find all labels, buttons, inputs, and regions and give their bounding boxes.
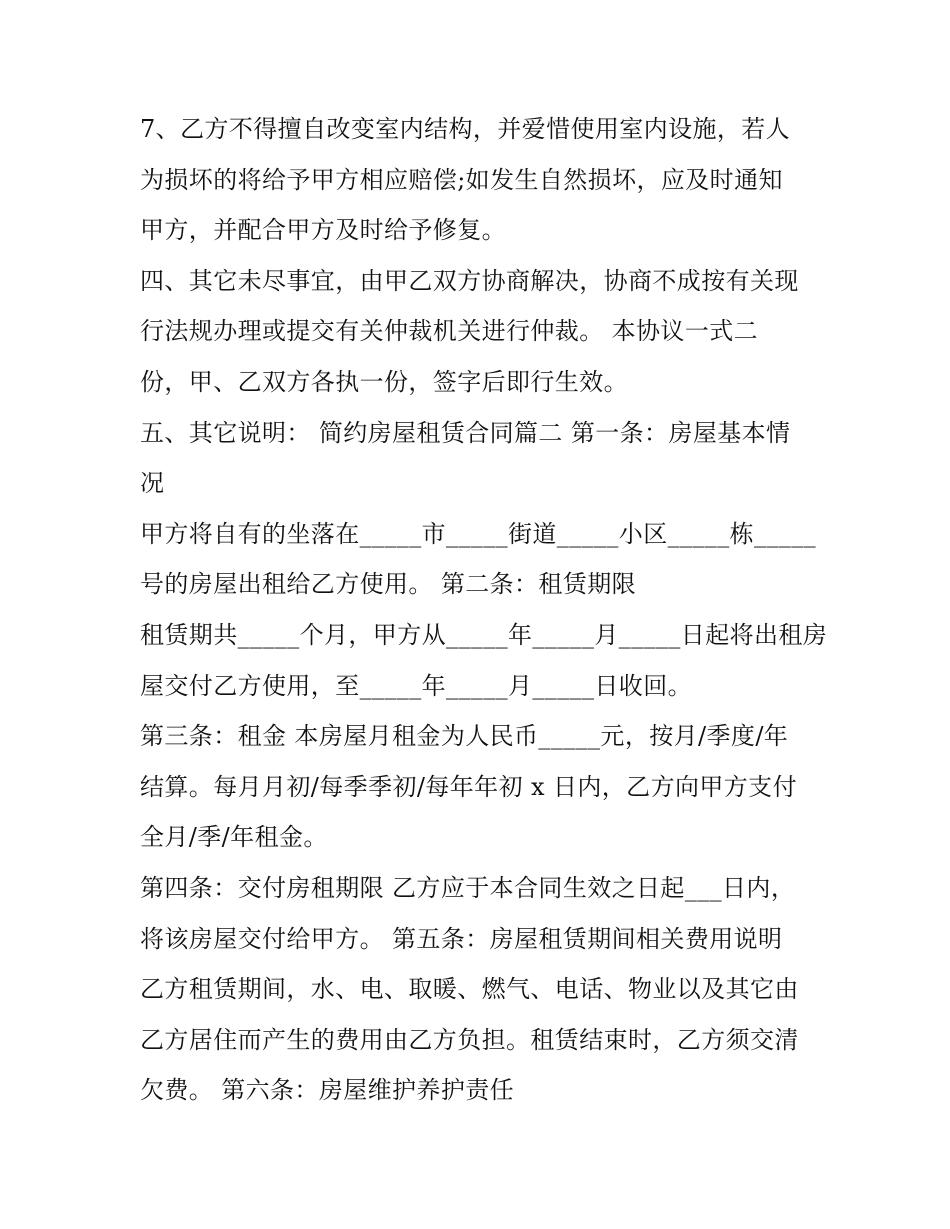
text-line: 份，甲、乙双方各执一份，签字后即行生效。 xyxy=(140,367,628,396)
text-line: 租赁期共_____个月，甲方从_____年_____月_____日起将出租房 xyxy=(140,620,828,649)
text-line: 全月/季/年租金。 xyxy=(140,823,328,852)
text-line: 为损坏的将给予甲方相应赔偿;如发生自然损坏，应及时通知 xyxy=(140,165,783,194)
text-line: 甲方，并配合甲方及时给予修复。 xyxy=(140,216,506,245)
text-line: 第四条：交付房租期限 乙方应于本合同生效之日起___日内， xyxy=(140,873,796,902)
text-line: 结算。每月月初/每季季初/每年年初 x 日内，乙方向甲方支付 xyxy=(140,772,797,801)
text-line: 将该房屋交付给甲方。 第五条：房屋租赁期间相关费用说明 xyxy=(140,924,783,953)
text-line: 五、其它说明： 简约房屋租赁合同篇二 第一条：房屋基本情 xyxy=(140,418,791,447)
text-line: 欠费。 第六条：房屋维护养护责任 xyxy=(140,1076,515,1105)
text-line: 况 xyxy=(140,469,165,498)
document-body xyxy=(140,104,830,1116)
text-line: 7、乙方不得擅自改变室内结构，并爱惜使用室内设施，若人 xyxy=(140,115,791,143)
text-line: 四、其它未尽事宜，由甲乙双方协商解决，协商不成按有关现 xyxy=(140,266,799,295)
text-line: 乙方租赁期间，水、电、取暖、燃气、电话、物业以及其它由 xyxy=(140,975,799,1004)
text-line: 屋交付乙方使用，至_____年_____月_____日收回。 xyxy=(140,671,692,700)
text-line: 甲方将自有的坐落在_____市_____街道_____小区_____栋_____ xyxy=(140,519,816,548)
text-line: 乙方居住而产生的费用由乙方负担。租赁结束时，乙方须交清 xyxy=(140,1025,799,1054)
text-line: 第三条：租金 本房屋月租金为人民币_____元，按月/季度/年 xyxy=(140,722,789,751)
text-line: 号的房屋出租给乙方使用。 第二条：租赁期限 xyxy=(140,570,637,599)
text-line: 行法规办理或提交有关仲裁机关进行仲裁。 本协议一式二 xyxy=(140,317,759,346)
